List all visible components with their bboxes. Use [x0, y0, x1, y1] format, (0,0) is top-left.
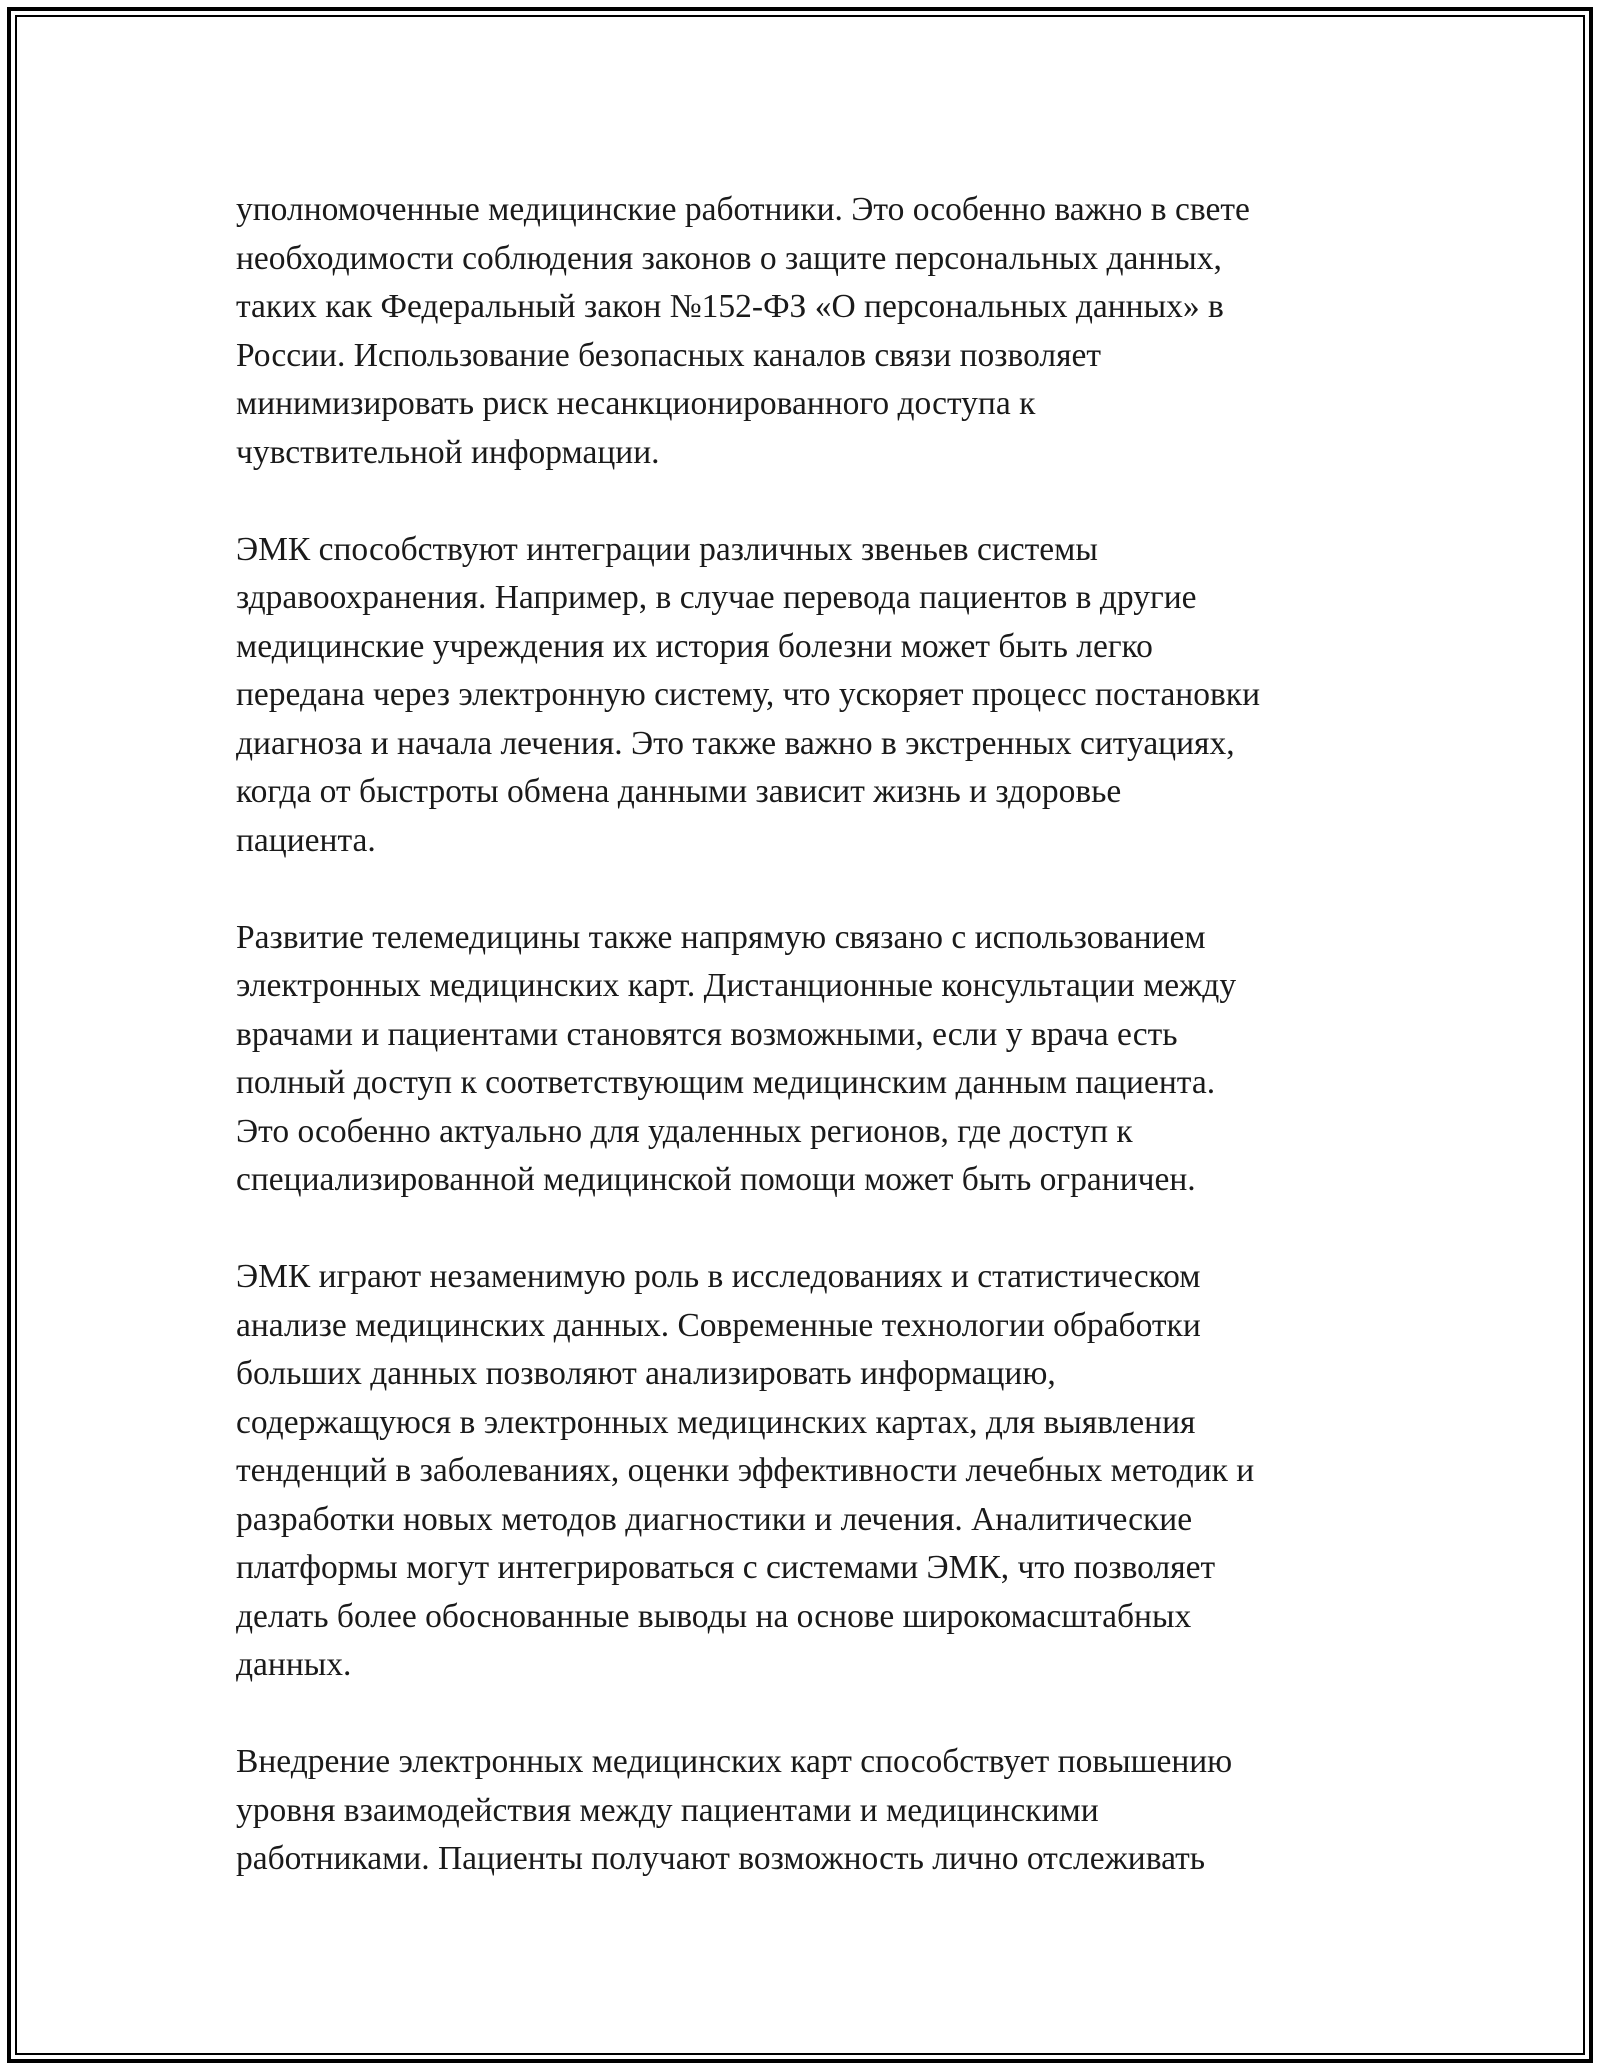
- text-line: уполномоченные медицинские работники. Это особенно важно в свете: [236, 191, 1250, 228]
- paragraph-telemedicine: [236, 914, 1366, 1205]
- text-line: больших данных позволяют анализировать информацию,: [236, 1355, 1056, 1392]
- text-line: работниками. Пациенты получают возможность лично отслеживать: [236, 1840, 1205, 1877]
- text-line: Внедрение электронных медицинских карт способствует повышению: [236, 1743, 1233, 1780]
- text-line: минимизировать риск несанкционированного доступа к: [236, 385, 1036, 422]
- text-line: специализированной медицинской помощи может быть ограничен.: [236, 1161, 1196, 1198]
- text-line: уровня взаимодействия между пациентами и медицинскими: [236, 1791, 1099, 1829]
- text-line: платформы могут интегрироваться с системами ЭМК, что позволяет: [236, 1549, 1216, 1586]
- text-line: электронных медицинских карт. Дистанционные консультации между: [236, 967, 1237, 1004]
- paragraph-research: [236, 1253, 1366, 1690]
- paragraph-integration: [236, 526, 1366, 866]
- text-line: необходимости соблюдения законов о защите персональных данных,: [236, 239, 1222, 277]
- text-line: содержащуюся в электронных медицинских картах, для выявления: [236, 1403, 1196, 1441]
- text-line: диагноза и начала лечения. Это также важно в экстренных ситуациях,: [236, 724, 1235, 762]
- document-body: [236, 186, 1366, 1932]
- text-line: здравоохранения. Например, в случае перевода пациентов в другие: [236, 579, 1197, 616]
- text-line: ЭМК способствуют интеграции различных звеньев системы: [236, 530, 1098, 568]
- text-line: когда от быстроты обмена данными зависит жизнь и здоровье: [236, 773, 1122, 810]
- text-line: Развитие телемедицины также напрямую связано с использованием: [236, 918, 1206, 956]
- paragraph-data-protection: [236, 186, 1366, 477]
- text-line: полный доступ к соответствующим медицинским данным пациента.: [236, 1064, 1216, 1101]
- text-line: России. Использование безопасных каналов связи позволяет: [236, 336, 1102, 374]
- paragraph-patient-interaction: [236, 1738, 1366, 1884]
- text-line: данных.: [236, 1646, 352, 1683]
- text-line: анализе медицинских данных. Современные технологии обработки: [236, 1306, 1201, 1344]
- text-line: ЭМК играют незаменимую роль в исследованиях и статистическом: [236, 1258, 1201, 1295]
- text-line: медицинские учреждения их история болезни может быть легко: [236, 627, 1153, 665]
- text-line: чувствительной информации.: [236, 433, 660, 471]
- text-line: передана через электронную систему, что ускоряет процесс постановки: [236, 676, 1261, 713]
- text-line: врачами и пациентами становятся возможными, если у врача есть: [236, 1015, 1178, 1053]
- text-line: Это особенно актуально для удаленных регионов, где доступ к: [236, 1112, 1133, 1150]
- text-line: таких как Федеральный закон №152-ФЗ «О персональных данных» в: [236, 288, 1224, 325]
- text-line: делать более обоснованные выводы на основе широкомасштабных: [236, 1597, 1192, 1635]
- text-line: пациента.: [236, 821, 376, 859]
- text-line: разработки новых методов диагностики и лечения. Аналитические: [236, 1500, 1193, 1538]
- text-line: тенденций в заболеваниях, оценки эффективности лечебных методик и: [236, 1452, 1255, 1489]
